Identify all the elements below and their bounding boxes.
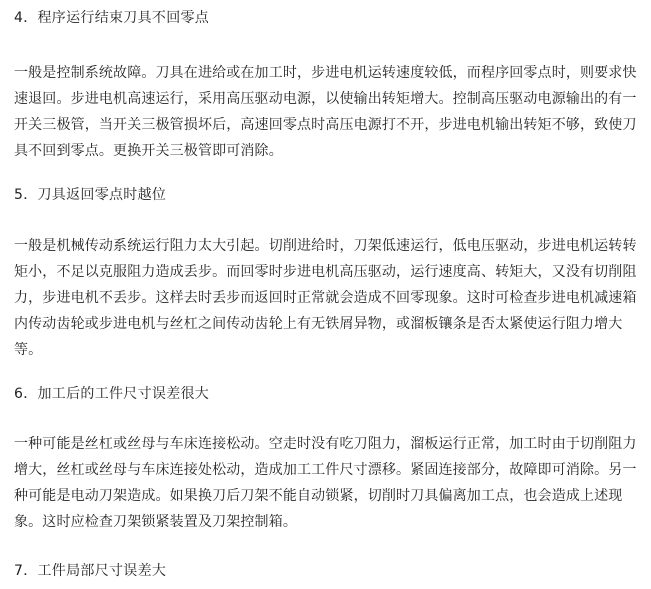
section-7-heading: 7．工件局部尺寸误差大 xyxy=(14,563,167,579)
paragraph-line: 矩小，不足以克服阻力造成丢步。而回零时步进电机高压驱动，运行速度高、转矩大，又没有切削阻 xyxy=(14,264,637,280)
paragraph-line: 一般是控制系统故障。刀具在进给或在加工时，步进电机运转速度较低，而程序回零点时，则要求快 xyxy=(14,65,637,81)
paragraph-line: 增大，丝杠或丝母与车床连接处松动，造成加工工件尺寸漂移。紧固连接部分，故障即可消除。另一 xyxy=(14,462,637,478)
section-6-paragraph xyxy=(14,431,636,535)
section-5-heading: 5．刀具返回零点时越位 xyxy=(14,187,167,203)
paragraph-line: 内传动齿轮或步进电机与丝杠之间传动齿轮上有无铁屑异物，或溜板镶条是否太紧使运行阻力增大 xyxy=(14,316,623,332)
section-4-paragraph xyxy=(14,60,636,164)
paragraph-line: 速退回。步进电机高速运行，采用高压驱动电源，以使输出转矩增大。控制高压驱动电源输出的有一 xyxy=(14,91,637,107)
paragraph-line: 开关三极管，当开关三极管损坏后，高速回零点时高压电源打不开，步进电机输出转矩不够，致使刀 xyxy=(14,117,637,133)
section-6-heading: 6．加工后的工件尺寸误差很大 xyxy=(14,386,210,402)
paragraph-line: 一种可能是丝杠或丝母与车床连接松动。空走时没有吃刀阻力，溜板运行正常，加工时由于切削阻力 xyxy=(14,436,637,452)
paragraph-line: 一般是机械传动系统运行阻力太大引起。切削进给时，刀架低速运行，低电压驱动，步进电机运转转 xyxy=(14,238,637,254)
paragraph-line: 象。这时应检查刀架锁紧装置及刀架控制箱。 xyxy=(14,514,297,530)
section-5-paragraph xyxy=(14,233,636,363)
paragraph-line: 力，步进电机不丢步。这样去时丢步而返回时正常就会造成不回零现象。这时可检查步进电机减速箱 xyxy=(14,290,637,306)
paragraph-line: 具不回到零点。更换开关三极管即可消除。 xyxy=(14,143,283,159)
paragraph-line: 种可能是电动刀架造成。如果换刀后刀架不能自动锁紧，切削时刀具偏离加工点，也会造成上述现 xyxy=(14,488,623,504)
section-4-heading: 4．程序运行结束刀具不回零点 xyxy=(14,10,210,26)
paragraph-line: 等。 xyxy=(14,342,43,358)
